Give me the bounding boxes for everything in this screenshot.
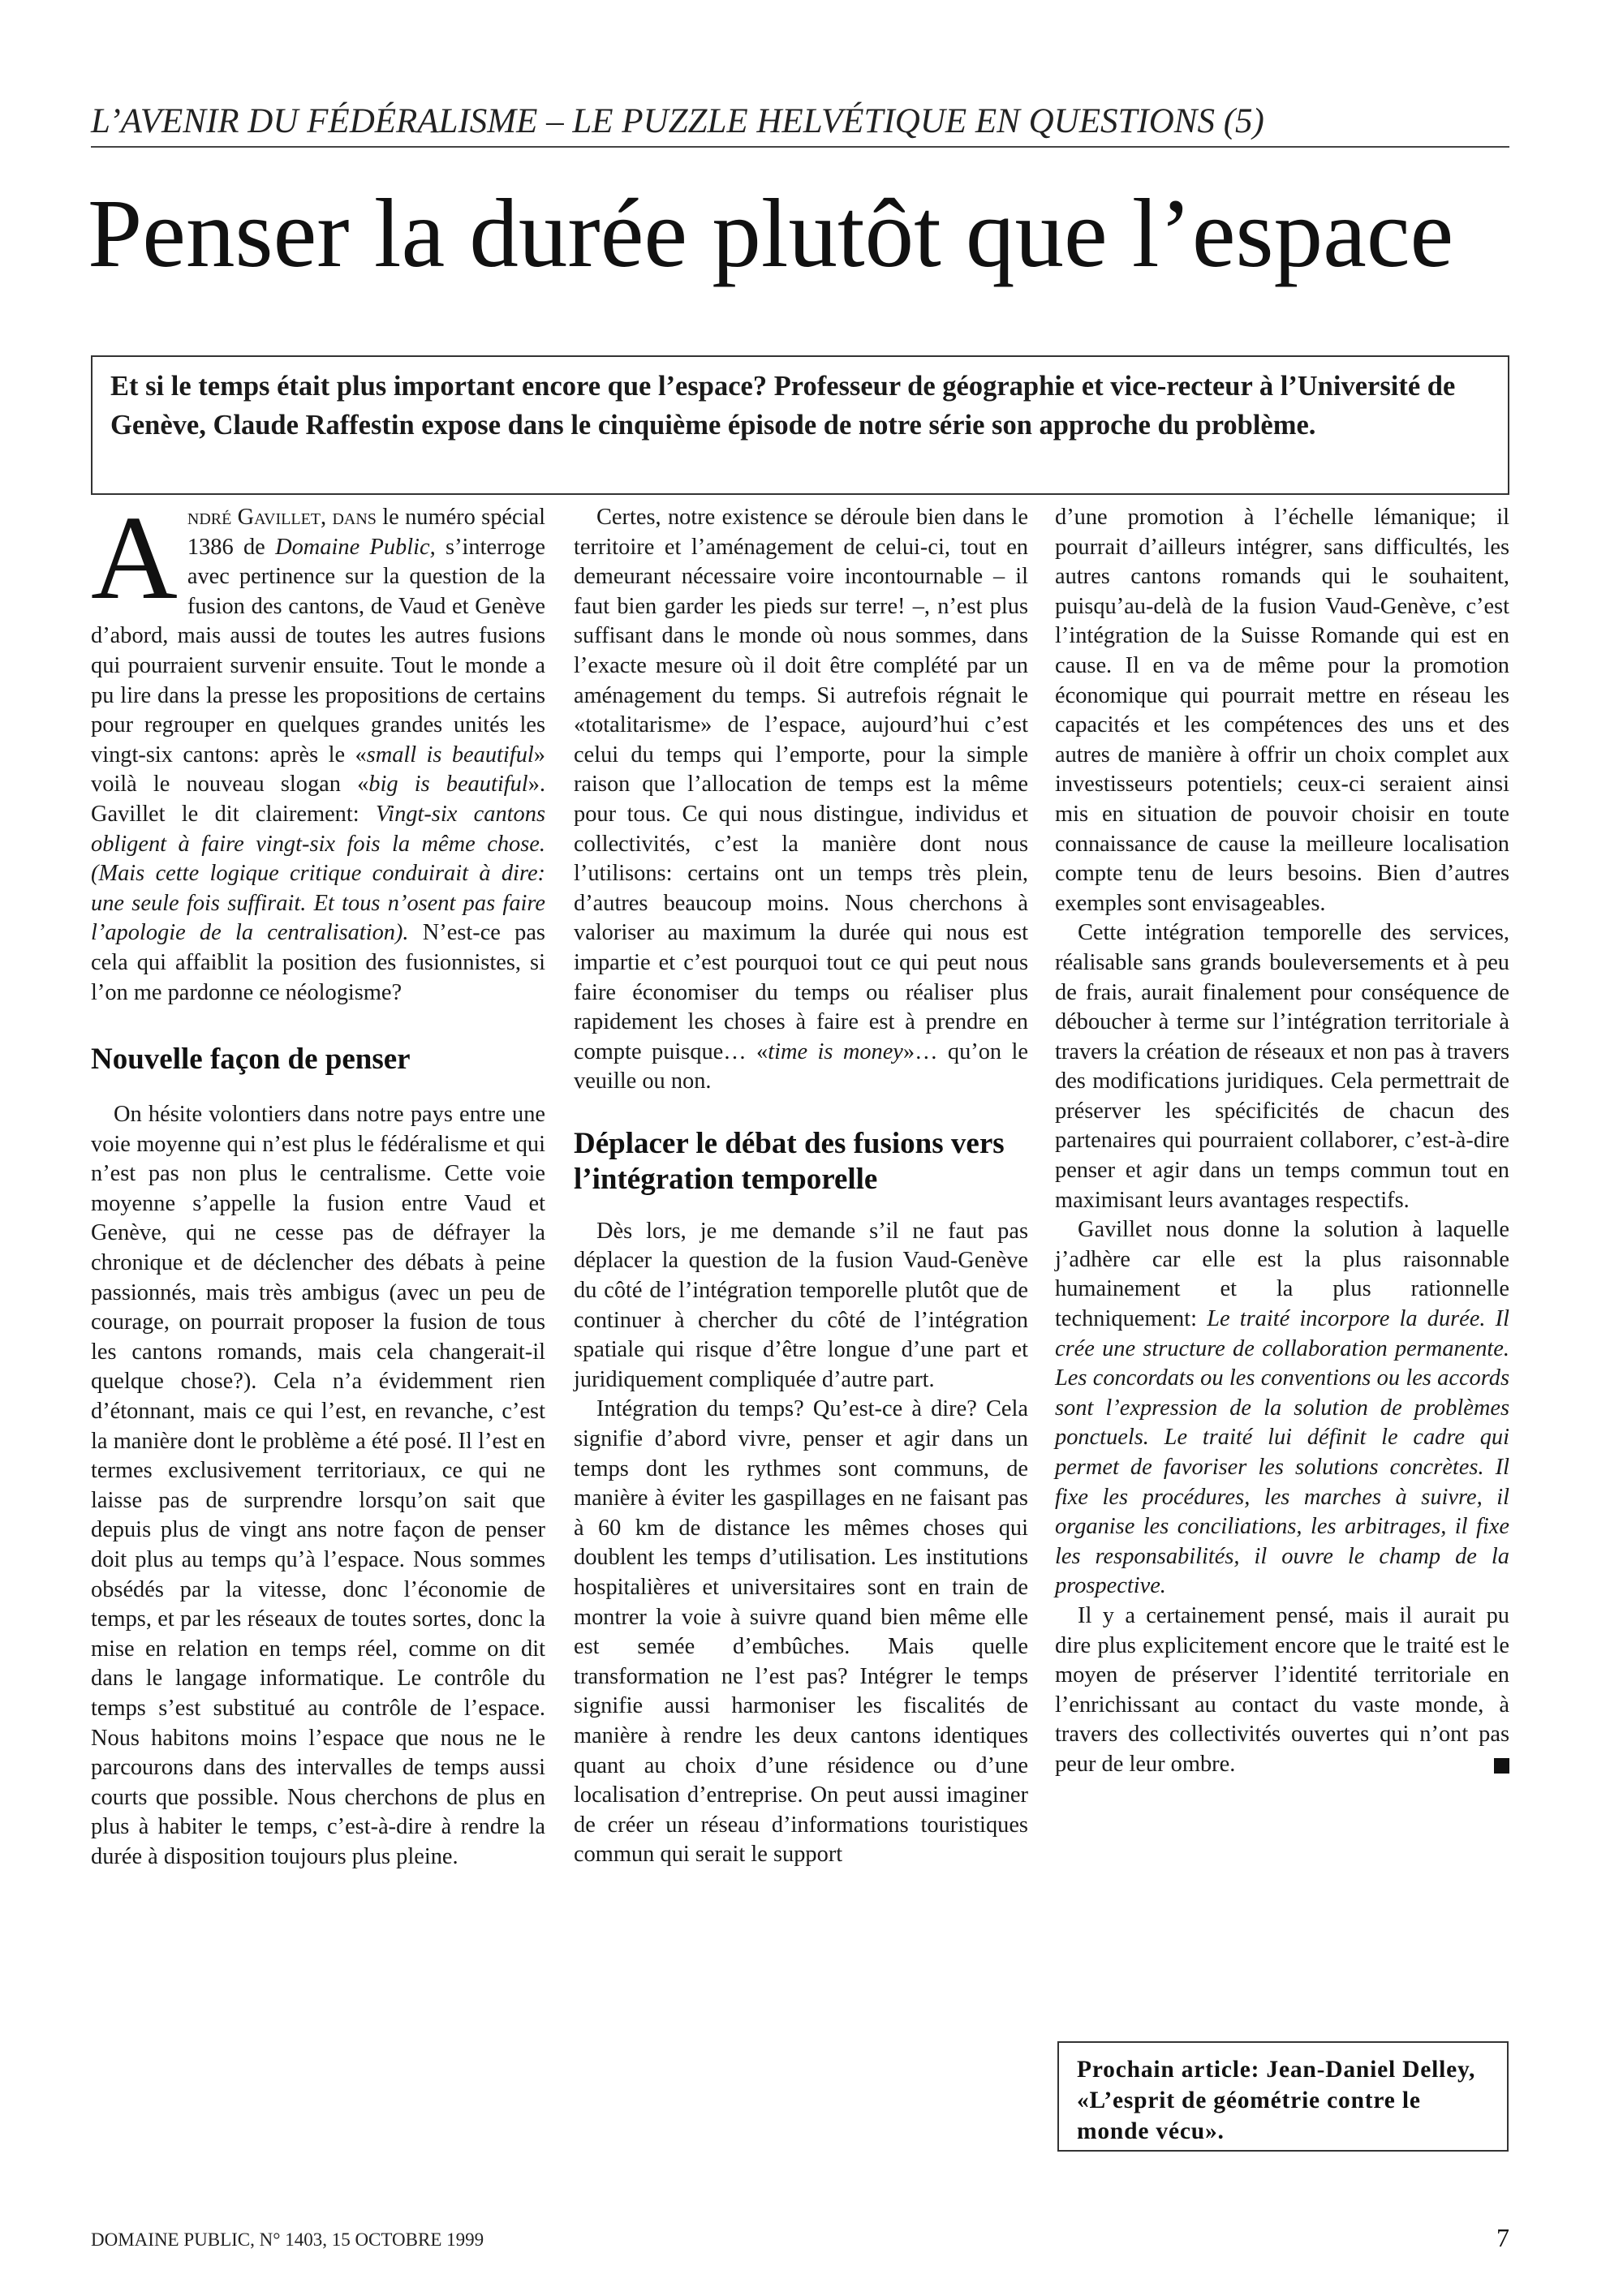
column-2 — [574, 503, 1028, 1870]
quotation: Le traité incorpore la durée. Il crée une structure de collaboration permanente. Les concordats ou les conventions ou les accords sont l’expression de la solution de problèmes ponctuels. Le traité lui définit le cadre qui permet de favoriser les solutions concrètes. Il fixe les procédures, les marches à suivre, il organise les conciliations, les arbitrages, il fixe les responsabilités, il ouvre le champ de la prospective. — [1055, 1306, 1509, 1599]
article-title: Penser la durée plutôt que l’espace — [88, 179, 1454, 288]
body-paragraph: Intégration du temps? Qu’est-ce à dire? Cela signifie d’abord vivre, penser et agir dans un temps dont les rythmes sont communs, de manière à éviter les gaspillages en ne faisant pas à 60 km de distance les mêmes choses qui doublent les temps d’utilisation. Les institutions hospitalières et universitaires sont en train de montrer la voie à suivre quand bien même elle est semée d’embûches. Mais quelle transformation ne l’est pas? Intégrer le temps signifie aussi harmoniser les fiscalités de manière à rendre les deux cantons identiques quant au choix d’une résidence ou d’une localisation d’entreprise. On peut aussi imaginer de créer un réseau d’informations touristiques commun qui serait le support — [574, 1396, 1028, 1868]
body-paragraph: Dès lors, je me demande s’il ne faut pas déplacer la question de la fusion Vaud-Genève du côté de l’intégration temporelle plutôt que de continuer à chercher du côté de l’intégration spatiale qui risque d’être longue d’une part et juridiquement compliquée d’autre part. — [574, 1218, 1028, 1392]
column-3 — [1055, 503, 1509, 1780]
series-kicker: L’AVENIR DU FÉDÉRALISME – LE PUZZLE HELVÉTIQUE EN QUESTIONS (5) — [91, 102, 1264, 140]
opening-paragraph: André Gavillet, dans le numéro spécial 1386 de Domaine Public, s’interroge avec pertinence sur la question de la fusion des cantons, de Vaud et Genève d’abord, mais aussi de toutes les autres fusions qui pourraient survenir ensuite. Tout le monde a pu lire dans la presse les propositions de certains pour regrouper en quelques grandes unités les vingt-six cantons: après le «small is beautiful» voilà le nouveau slogan «big is beautiful». Gavillet le dit clairement: Vingt-six cantons obligent à faire vingt-six fois la même chose. (Mais cette logique critique conduirait à dire: une seule fois suffirait. Et tous n’osent pas faire l’apologie de la centralisation). N’est-ce pas cela qui affaiblit la position des fusionnistes, si l’on me pardonne ce néologisme? — [91, 492, 545, 1005]
drop-cap: A — [91, 492, 178, 625]
body-paragraph: Certes, notre existence se déroule bien dans le territoire et l’aménagement de celui-ci, tout en demeurant nécessaire voire incontournable – il faut bien garder les pieds sur terre! –, n’est plus suffisant dans le monde où nous sommes, dans l’exacte mesure où il doit être complété par un aménagement du temps. Si autrefois régnait le «totalitarisme» de l’espace, aujourd’hui c’est celui du temps qui l’emporte, pour la simple raison que l’allocation de temps est la même pour tous. Ce qui nous distingue, individus et collectivités, c’est la manière dont nous l’utilisons: certains ont un temps très plein, d’autres beaucoup moins. Nous cherchons à valoriser au maximum la durée qui nous est impartie et c’est pourquoi tout ce qui peut nous faire économiser du temps ou réaliser plus rapidement les choses à faire est à prendre en compte puisque… «time is money»… qu’on le veuille ou non. — [574, 505, 1028, 1094]
publication-name: Domaine Public, — [275, 534, 436, 560]
subheading-1: Nouvelle façon de penser — [91, 1043, 411, 1077]
kicker-divider — [91, 146, 1509, 148]
body-paragraph: On hésite volontiers dans notre pays entre une voie moyenne qui n’est plus le fédéralisme et qui n’est pas non plus le centralisme. Cette voie moyenne s’appelle la fusion entre Vaud et Genève, qui ne cesse pas de défrayer la chronique et de déclencher des débats à peine passionnés, mais très ambigus (avec un peu de courage, on pourrait proposer la fusion de tous les cantons romands, mais cela changerait-il quelque chose?). Cela n’a évidemment rien d’étonnant, mais ce qui l’est, en revanche, c’est la manière dont le problème a été posé. Il l’est en termes exclusivement territoriaux, ce qui ne laisse pas de surprendre lorsqu’on sait que depuis plus de vingt ans notre façon de penser doit plus au temps qu’à l’espace. Nous sommes obsédés par la vitesse, donc l’économie de temps, et par les réseaux de toutes sortes, donc la mise en relation en temps réel, comme on dit dans le langage informatique. Le contrôle du temps s’est substitué au contrôle de l’espace. Nous habitons moins l’espace que nous ne le parcourons dans des intervalles de temps aussi courts que possible. Nous cherchons de plus en plus à habiter le temps, c’est-à-dire à rendre la durée à disposition toujours plus pleine. — [91, 1102, 545, 1869]
body-paragraph: d’une promotion à l’échelle lémanique; il pourrait d’ailleurs intégrer, sans difficultés, les autres cantons romands qui le souhaitent, puisqu’au-delà de la fusion Vaud-Genève, c’est l’intégration de la Suisse Romande qui est en cause. Il en va de même pour la promotion économique qui pourrait mettre en réseau les capacités et les compétences des uns et des autres de manière à offrir un choix complet aux investisseurs potentiels; ceux-ci seraient ainsi mis en situation de pouvoir choisir en toute connaissance de cause la meilleure localisation compte tenu de leurs besoins. Bien d’autres exemples sont envisageables. — [1055, 505, 1509, 916]
page-number: 7 — [1496, 2223, 1509, 2252]
end-of-article-mark — [1494, 1758, 1509, 1774]
column-1 — [91, 492, 545, 1872]
lede-box: Et si le temps était plus important encore que l’espace? Professeur de géographie et vice-recteur à l’Université de Genève, Claude Raffestin expose dans le cinquième épisode de notre série son approche du problème. — [91, 355, 1509, 495]
closing-paragraph: Il y a certainement pensé, mais il aurait pu dire plus explicitement encore que le traité est le moyen de préserver l’identité territoriale en l’enrichissant au contact du vaste monde, à travers des collectivités ouvertes qui n’ont pas peur de leur ombre. — [1055, 1602, 1509, 1777]
footer-issue: DOMAINE PUBLIC, N° 1403, 15 OCTOBRE 1999 — [91, 2229, 484, 2250]
author-reference: ndré Gavillet, dans — [187, 505, 377, 530]
subheading-2: Déplacer le débat des fusions vers l’intégration temporelle — [574, 1126, 1005, 1196]
body-paragraph: Gavillet nous donne la solution à laquelle j’adhère car elle est la plus raisonnable humainement et la plus rationnelle techniquement: Le traité incorpore la durée. Il crée une structure de collaboration permanente. Les concordats ou les conventions ou les accords sont l’expression de la solution de problèmes ponctuels. Le traité lui définit le cadre qui permet de favoriser les solutions concrètes. Il fixe les procédures, les marches à suivre, il organise les conciliations, les arbitrages, il fixe les responsabilités, il ouvre le champ de la prospective. — [1055, 1217, 1509, 1599]
body-paragraph: Cette intégration temporelle des services, réalisable sans grands bouleversements et à peu de frais, aurait finalement pour conséquence de déboucher à terme sur l’intégration territoriale à travers la création de réseaux et non pas à travers des modifications juridiques. Cela permettrait de préserver les spécificités de chacun des partenaires qui pourraient collaborer, c’est-à-dire penser et agir dans un temps commun tout en maximisant leurs avantages respectifs. — [1055, 920, 1509, 1213]
quotation: Vingt-six cantons obligent à faire vingt-six fois la même chose. (Mais cette logique critique conduirait à dire: une seule fois suffirait. Et tous n’osent pas faire l’apologie de la centralisation). — [91, 801, 545, 946]
next-article-box: Prochain article: Jean-Daniel Delley, «L’esprit de géométrie contre le monde vécu». — [1057, 2041, 1509, 2152]
